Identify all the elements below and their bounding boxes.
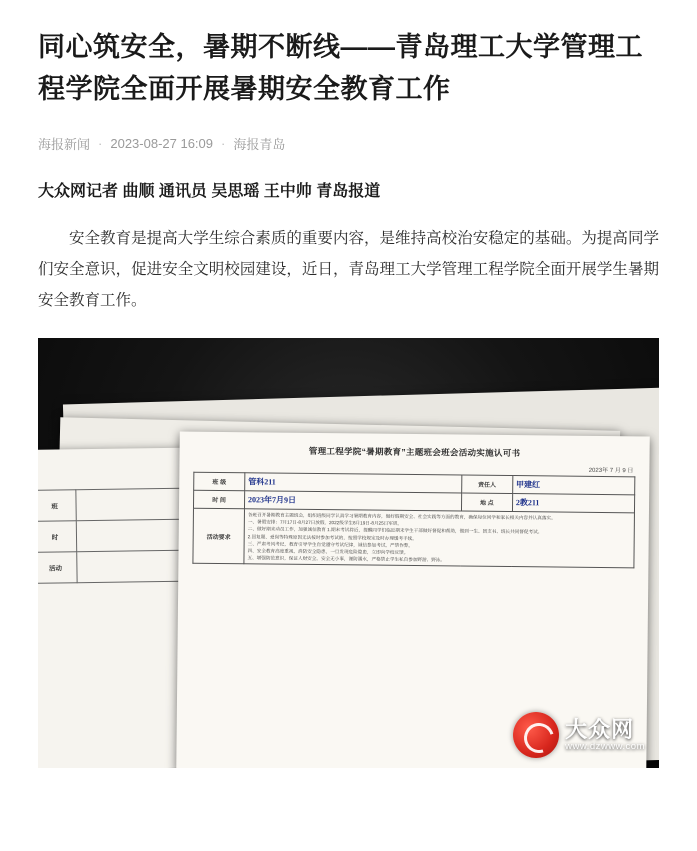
row-1-value-2: 2教211 [512,494,634,513]
table-row [193,508,635,568]
meta-source: 海报新闻 [38,137,91,152]
article-paragraph: 安全教育是提高大学生综合素质的重要内容，是维持高校治安稳定的基础。为提高同学们安全意识，促进安全文明校园建设，近日，青岛理工大学管理工程学院全面开展学生暑期安全教育工作。 [38,230,659,309]
row-0-label: 班 级 [194,472,245,491]
meta-separator-2: · [221,136,226,151]
requirement-item: 二、做好期末动员工作，加强诚信教育 1.期末考试将近，提醒同学们临近期末学生干部做好督促和帮助，做到一生、团支书、班长共同督促考试。 [247,526,543,535]
meta-separator-1: · [98,136,103,151]
left-form-label-0: 班 [38,490,76,522]
requirement-item: 四、安全教育高度重视，消防安全隐患，一旦发现危险隐患，立即向学校反馈。 [247,548,409,555]
watermark-logo [513,712,645,758]
requirement-item: 五、增强防范意识，保证人财安全。安全无小事，谨防溺水，严格禁止学生私自参加野游、野泳。 [247,555,446,563]
row-0-value: 管科211 [245,473,462,493]
row-1-value: 2023年7月9日 [244,491,461,511]
row-1-label: 时 间 [193,490,244,509]
row-0-value-2: 甲建红 [512,476,634,495]
article-figure [38,338,659,768]
meta-column: 海报青岛 [233,137,286,152]
requirements-intro: 各班召开暑期教育主题班会，组织班级同学认真学习暑期教育内容，做好假期安全、社会实践等方面的教育，确保每位同学和家长相关内容并认真落实。 [247,512,556,521]
requirement-item: 一、暑假安排：7月17日-8月27日放假，2022级学生8月19日-8月25日军训。 [247,519,403,527]
document-date: 2023年 7 月 9 日 [588,467,634,475]
requirements-label: 活动要求 [193,508,245,564]
row-0-label-2: 责任人 [461,475,512,494]
document-table [192,472,635,569]
dazhong-logo-icon [513,712,559,758]
left-form-label-1: 时 [38,521,77,553]
requirement-item: 三、严肃考风考纪，教育引导学生自觉遵守考试纪律，诚信参加考试，严禁作弊。 [247,541,414,548]
article-byline: 大众网记者 曲顺 通讯员 吴思瑶 王中帅 青岛报道 [38,183,381,200]
photo-documents [38,338,659,768]
watermark-text [565,718,645,751]
row-1-label-2: 地 点 [461,493,512,512]
requirement-item: 2.回复题、爱岗等特殊原因无法按时参加考试的，按照学校规定及时办理缓考手续。 [247,533,417,541]
article-meta [38,134,659,153]
meta-datetime: 2023-08-27 16:09 [110,136,214,151]
requirements-cell [244,509,635,569]
document-title: 管理工程学院“暑期教育”主题班会班会活动实施认可书 [308,445,521,459]
page-title: 同心筑安全，暑期不断线——青岛理工大学管理工程学院全面开展暑期安全教育工作 [38,32,643,104]
watermark-url: www.dzwww.com [565,740,645,752]
watermark-name: 大众网 [565,717,635,743]
left-form-label-2: 活动 [38,552,77,584]
